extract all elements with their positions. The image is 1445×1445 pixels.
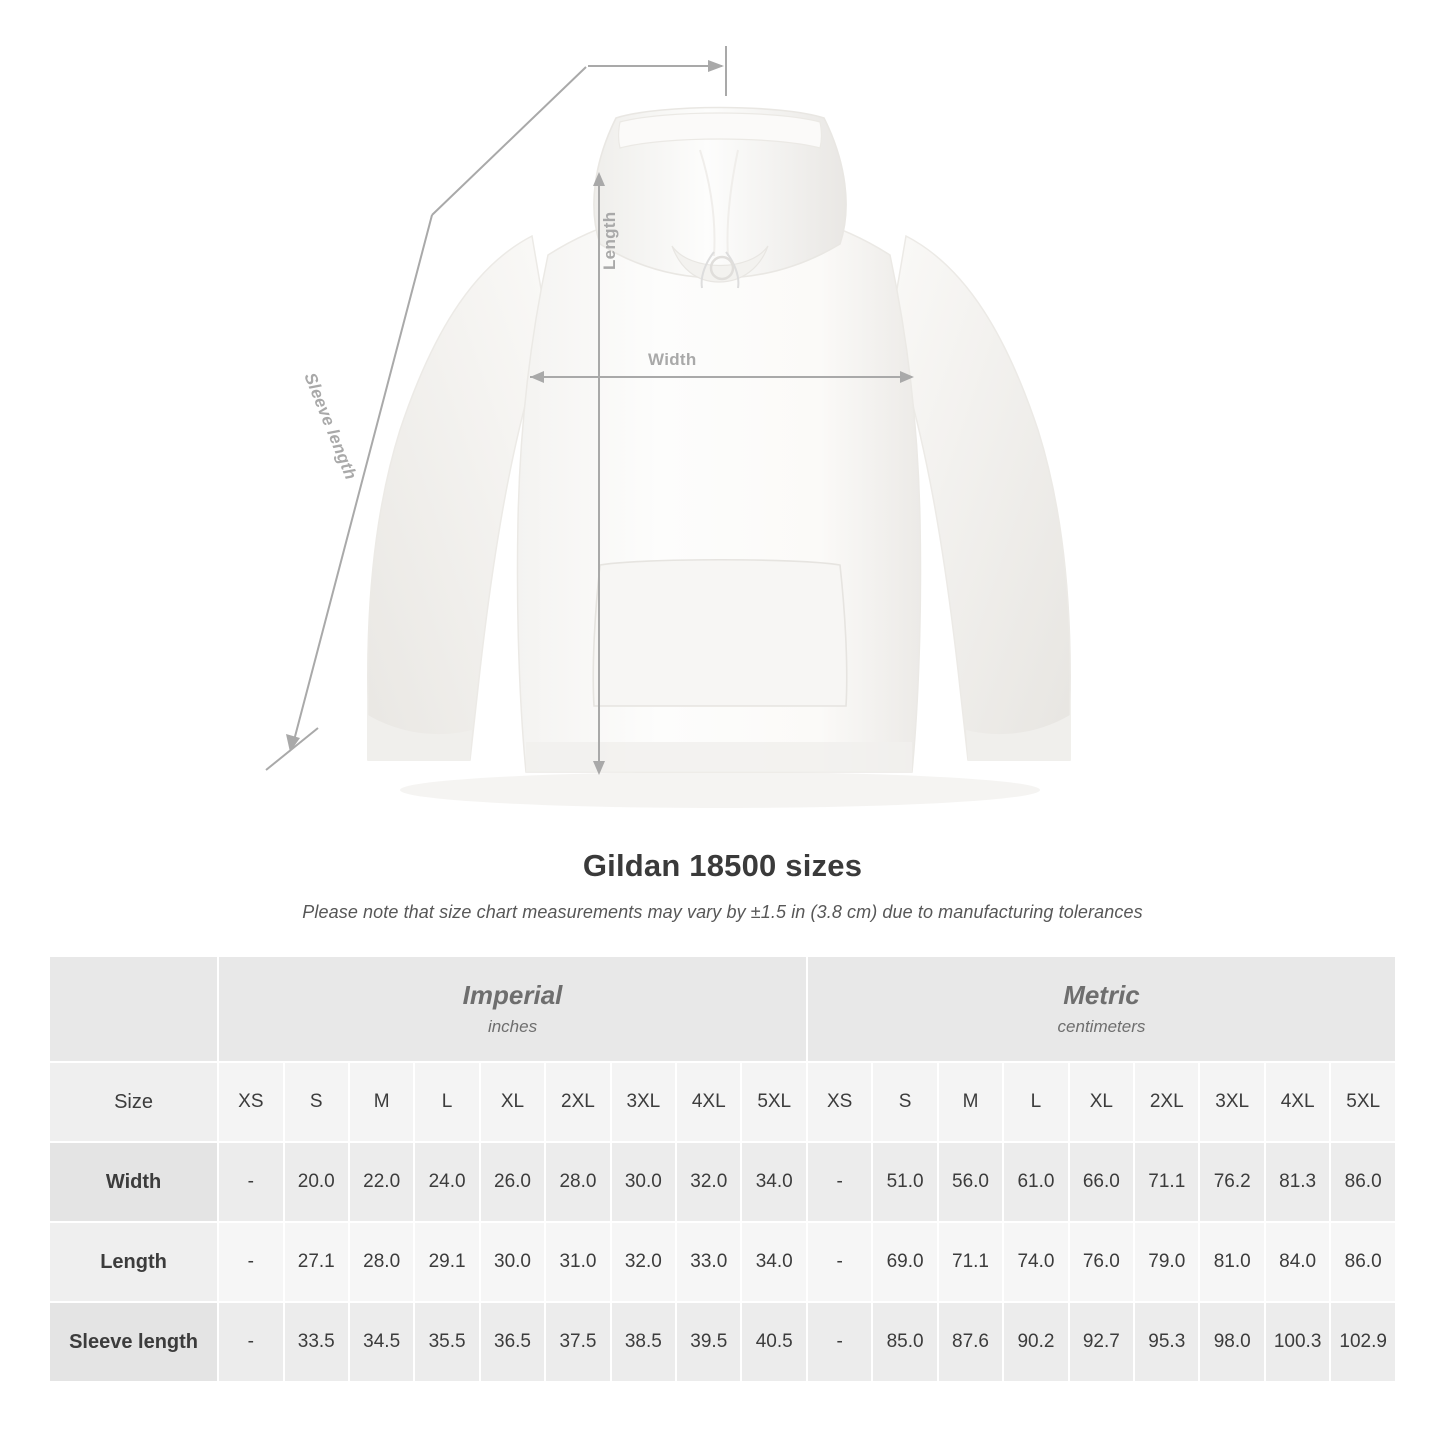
size-header-met-l: L [1003, 1062, 1068, 1142]
chart-title-block [0, 848, 1445, 923]
sleeve-imp-m: 34.5 [349, 1302, 414, 1382]
size-header-imp-5xl: 5XL [741, 1062, 806, 1142]
imperial-unit: inches [487, 1016, 538, 1036]
size-header-imp-m: M [349, 1062, 414, 1142]
length-met-l: 74.0 [1003, 1222, 1068, 1302]
width-met-3xl: 76.2 [1199, 1142, 1264, 1222]
size-header-met-s: S [872, 1062, 937, 1142]
size-table-wrap [48, 955, 1397, 1383]
width-met-5xl: 86.0 [1330, 1142, 1396, 1222]
sleeve-met-5xl: 102.9 [1330, 1302, 1396, 1382]
sleeve-imp-4xl: 39.5 [676, 1302, 741, 1382]
row-label-length: Length [49, 1222, 218, 1302]
sleeve-imp-xl: 36.5 [480, 1302, 545, 1382]
length-met-xl: 76.0 [1069, 1222, 1134, 1302]
length-imp-s: 27.1 [284, 1222, 349, 1302]
width-imp-2xl: 28.0 [545, 1142, 610, 1222]
size-header-met-xl: XL [1069, 1062, 1134, 1142]
metric-unit: centimeters [1057, 1016, 1146, 1036]
width-imp-4xl: 32.0 [676, 1142, 741, 1222]
sleeve-met-xl: 92.7 [1069, 1302, 1134, 1382]
sleeve-imp-5xl: 40.5 [741, 1302, 806, 1382]
sleeve-met-l: 90.2 [1003, 1302, 1068, 1382]
sleeve-imp-3xl: 38.5 [611, 1302, 676, 1382]
width-met-s: 51.0 [872, 1142, 937, 1222]
length-imp-l: 29.1 [414, 1222, 479, 1302]
table-row [49, 1222, 1396, 1302]
width-met-4xl: 81.3 [1265, 1142, 1330, 1222]
length-met-4xl: 84.0 [1265, 1222, 1330, 1302]
size-header-met-5xl: 5XL [1330, 1062, 1396, 1142]
row-label-width: Width [49, 1142, 218, 1222]
width-met-m: 56.0 [938, 1142, 1003, 1222]
length-met-m: 71.1 [938, 1222, 1003, 1302]
width-imp-xs: - [218, 1142, 283, 1222]
sleeve-met-xs: - [807, 1302, 872, 1382]
page-title: Gildan 18500 sizes [582, 848, 863, 883]
table-row [49, 1302, 1396, 1382]
imperial-name: Imperial [462, 980, 563, 1011]
metric-name: Metric [1063, 980, 1140, 1011]
width-imp-l: 24.0 [414, 1142, 479, 1222]
width-imp-5xl: 34.0 [741, 1142, 806, 1222]
size-header-met-2xl: 2XL [1134, 1062, 1199, 1142]
sleeve-met-m: 87.6 [938, 1302, 1003, 1382]
sleeve-met-s: 85.0 [872, 1302, 937, 1382]
sleeve-imp-s: 33.5 [284, 1302, 349, 1382]
length-imp-4xl: 33.0 [676, 1222, 741, 1302]
sleeve-imp-l: 35.5 [414, 1302, 479, 1382]
size-header-imp-2xl: 2XL [545, 1062, 610, 1142]
size-header-met-4xl: 4XL [1265, 1062, 1330, 1142]
length-imp-3xl: 32.0 [611, 1222, 676, 1302]
size-header-imp-4xl: 4XL [676, 1062, 741, 1142]
width-label: Width [648, 350, 697, 369]
length-imp-xl: 30.0 [480, 1222, 545, 1302]
width-met-xs: - [807, 1142, 872, 1222]
size-header-imp-l: L [414, 1062, 479, 1142]
measurement-note: Please note that size chart measurements may vary by ±1.5 in (3.8 cm) due to manufacturing tolerances [302, 902, 1143, 922]
length-imp-5xl: 34.0 [741, 1222, 806, 1302]
size-header-label: Size [49, 1062, 218, 1142]
width-imp-m: 22.0 [349, 1142, 414, 1222]
length-met-3xl: 81.0 [1199, 1222, 1264, 1302]
size-table [48, 955, 1397, 1383]
unit-spacer-cell [49, 956, 218, 1062]
width-imp-3xl: 30.0 [611, 1142, 676, 1222]
length-imp-2xl: 31.0 [545, 1222, 610, 1302]
size-header-met-xs: XS [807, 1062, 872, 1142]
size-header-imp-xs: XS [218, 1062, 283, 1142]
size-header-imp-s: S [284, 1062, 349, 1142]
width-met-l: 61.0 [1003, 1142, 1068, 1222]
length-met-xs: - [807, 1222, 872, 1302]
length-label: Length [600, 211, 619, 270]
sleeve-met-3xl: 98.0 [1199, 1302, 1264, 1382]
size-header-imp-3xl: 3XL [611, 1062, 676, 1142]
metric-header-cell [807, 956, 1396, 1062]
length-imp-m: 28.0 [349, 1222, 414, 1302]
length-met-5xl: 86.0 [1330, 1222, 1396, 1302]
width-imp-xl: 26.0 [480, 1142, 545, 1222]
length-met-s: 69.0 [872, 1222, 937, 1302]
imperial-header-cell [218, 956, 807, 1062]
length-met-2xl: 79.0 [1134, 1222, 1199, 1302]
table-row [49, 1142, 1396, 1222]
size-header-met-m: M [938, 1062, 1003, 1142]
sleeve-met-4xl: 100.3 [1265, 1302, 1330, 1382]
sleeve-imp-xs: - [218, 1302, 283, 1382]
length-imp-xs: - [218, 1222, 283, 1302]
width-met-xl: 66.0 [1069, 1142, 1134, 1222]
sleeve-imp-2xl: 37.5 [545, 1302, 610, 1382]
unit-system-header-row [49, 956, 1396, 1062]
size-header-met-3xl: 3XL [1199, 1062, 1264, 1142]
width-imp-s: 20.0 [284, 1142, 349, 1222]
size-header-row [49, 1062, 1396, 1142]
sleeve-length-label: Sleeve length [300, 370, 361, 483]
sleeve-met-2xl: 95.3 [1134, 1302, 1199, 1382]
row-label-sleeve-length: Sleeve length [49, 1302, 218, 1382]
width-met-2xl: 71.1 [1134, 1142, 1199, 1222]
size-header-imp-xl: XL [480, 1062, 545, 1142]
